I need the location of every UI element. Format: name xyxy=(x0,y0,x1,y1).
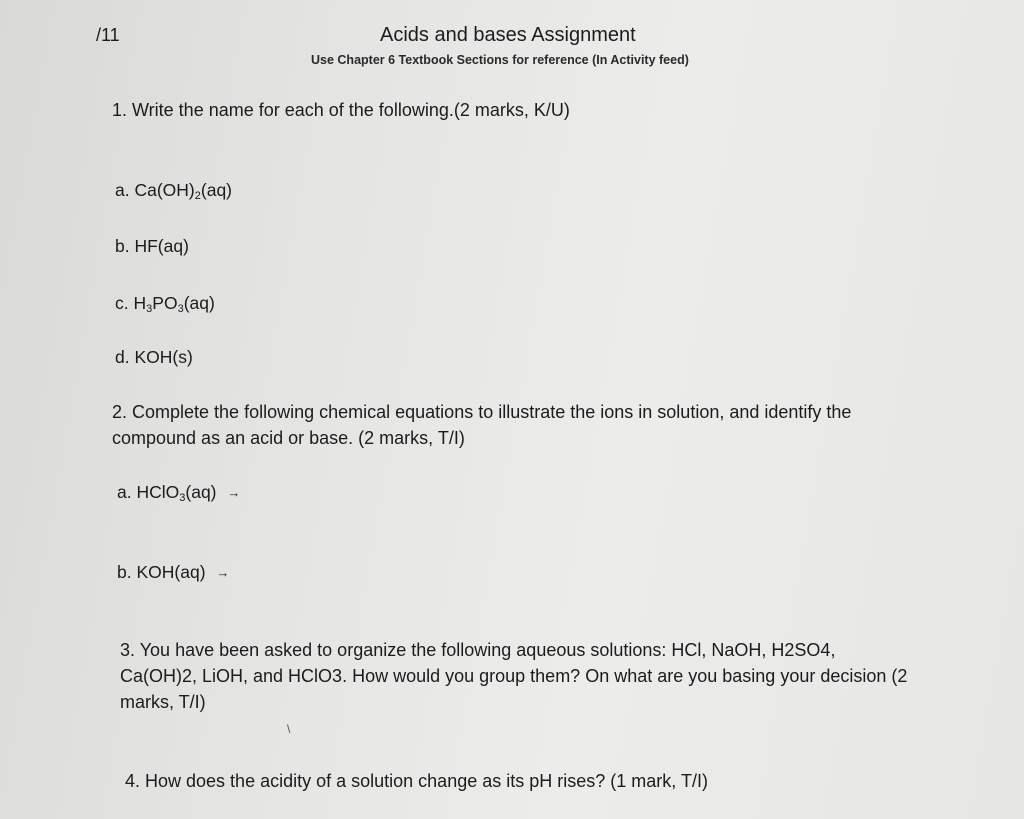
question-1a xyxy=(115,180,232,201)
formula: HF(aq) xyxy=(134,236,189,256)
question-2a xyxy=(117,482,240,503)
question-2: 2. Complete the following chemical equations to illustrate the ions in solution, and identify the compound as an acid or base. (2 marks, T/I) xyxy=(112,402,852,448)
page-subtitle: Use Chapter 6 Textbook Sections for reference (In Activity feed) xyxy=(311,53,689,67)
page-title: Acids and bases Assignment xyxy=(380,24,636,46)
item-label: b. xyxy=(117,562,132,582)
item-label: a. xyxy=(115,180,130,200)
score-box: /11 xyxy=(96,25,120,45)
question-3: 3. You have been asked to organize the following aqueous solutions: HCl, NaOH, H2SO4, Ca(OH)2, LiOH, and HClO3. How would you group them? On what are you basing your decision (2 marks, T/I) xyxy=(120,640,908,712)
stray-mark: \ xyxy=(287,722,291,736)
reaction-arrow-icon: → xyxy=(216,565,230,580)
question-1: 1. Write the name for each of the following.(2 marks, K/U) xyxy=(112,100,570,120)
item-label: a. xyxy=(117,482,132,502)
question-1b xyxy=(115,236,189,257)
formula: KOH(aq) xyxy=(136,562,206,582)
item-label: d. xyxy=(115,347,130,367)
item-label: c. xyxy=(115,293,129,313)
question-1c xyxy=(115,293,215,314)
formula: KOH(s) xyxy=(134,347,193,367)
formula: HClO$_3$(aq) xyxy=(136,482,217,504)
reaction-arrow-icon: → xyxy=(227,485,241,500)
question-4: 4. How does the acidity of a solution change as its pH rises? (1 mark, T/I) xyxy=(125,771,708,791)
question-1d xyxy=(115,347,193,368)
question-2b xyxy=(117,562,229,583)
formula: $Ca(OH)_2(aq)$ xyxy=(134,180,233,202)
item-label: b. xyxy=(115,236,130,256)
formula: $H_3PO_3(aq)$ xyxy=(133,293,215,315)
